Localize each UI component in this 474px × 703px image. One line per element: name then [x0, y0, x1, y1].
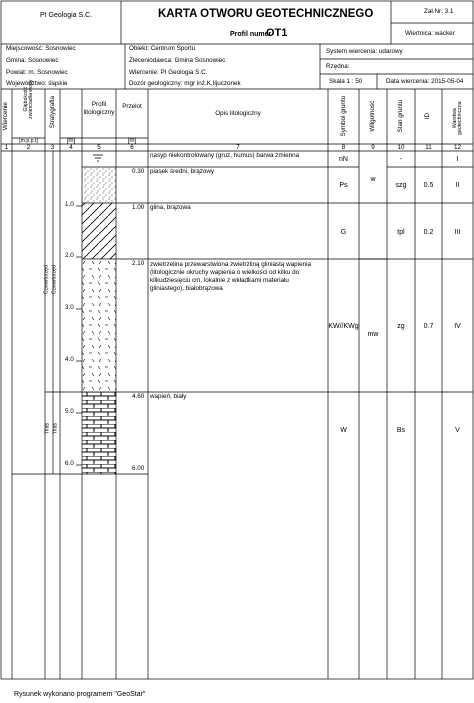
drilling-date: Data wiercenia: 2015-05-04 — [386, 78, 464, 85]
drilling-system: System wiercenia: udarowy — [326, 48, 403, 55]
col-number: 10 — [397, 144, 405, 151]
col-number: 9 — [371, 144, 375, 151]
soil-state: szg — [395, 182, 407, 189]
info-gmina: Gmina: Sosnowiec — [6, 57, 59, 64]
col-number: 3 — [50, 144, 55, 151]
col-number: 8 — [341, 144, 346, 151]
col-number: 5 — [97, 144, 101, 151]
col-number: 2 — [26, 144, 31, 151]
przelot-value: 2.10 — [132, 260, 145, 267]
scale: Skala 1 : 50 — [329, 78, 363, 85]
unit-m-depth: [m] — [66, 137, 76, 144]
density-index: 0.2 — [423, 229, 434, 236]
przelot-value: 0.30 — [132, 168, 145, 175]
layer-description: nasyp niekontrolowany (gruz, humus) barwa zmienna — [150, 152, 300, 159]
depth-tick: 6.0 — [65, 460, 74, 467]
depth-tick: 3.0 — [65, 304, 74, 311]
fill-symbol-icon — [93, 155, 103, 161]
geotech-layer: II — [455, 182, 460, 189]
attachment-number: Zał.Nr: 3.1 — [424, 8, 454, 15]
info-supervisor: Dozór geologiczny: mgr inż.K.Iljuczonek — [129, 80, 241, 87]
przelot-value: 1.00 — [132, 204, 145, 211]
col-header-symbol: Symbol gruntu — [339, 95, 347, 137]
col-number: 4 — [69, 144, 73, 151]
strat-trias-inner: Trias — [52, 422, 59, 435]
col-header-id: ID — [423, 112, 431, 120]
col-number: 7 — [236, 144, 240, 151]
density-index: 0.5 — [423, 182, 434, 189]
col-header-profile: Profil litologiczny — [83, 101, 115, 116]
layer-description: glina, brązowa — [150, 204, 191, 211]
info-locality: Miejscowość: Sosnowiec — [6, 45, 76, 52]
layer-description: wapień, biały — [150, 393, 187, 400]
info-wojewodztwo: Województwo: śląskie — [6, 80, 68, 87]
geotech-layer: I — [456, 156, 459, 163]
geotech-layer: V — [455, 427, 460, 434]
col-number: 11 — [425, 144, 432, 151]
rig-info: Wiertnica: wacker — [405, 30, 455, 37]
geotech-layer: IV — [454, 323, 461, 330]
soil-state: Bs — [396, 427, 406, 434]
col-header-stan: Stan gruntu — [396, 99, 404, 133]
col-header-wilgotnosc: Wilgotność — [368, 100, 376, 132]
profile-number: OT1 — [266, 27, 288, 39]
info-client: Zleceniodawca: Gmina Sosnowiec — [129, 57, 226, 64]
unit-m-przelot: [m] — [127, 137, 137, 144]
przelot-bottom: 6.00 — [132, 465, 145, 472]
geotech-layer: III — [454, 229, 461, 236]
col-header-wiercenie: Wiercenie — [1, 102, 9, 131]
limestone-fill — [82, 392, 116, 474]
soil-state: zg — [397, 323, 405, 330]
weathered-fill — [82, 259, 116, 392]
soil-symbol: nN — [339, 156, 348, 163]
info-object: Obiekt: Centrum Sportu — [129, 45, 196, 52]
depth-tick: 1.0 — [65, 201, 74, 208]
footer-note: Rysunek wykonano programem "GeoStar" — [14, 691, 146, 698]
soil-symbol: W — [340, 427, 347, 434]
company-name: PI Geologia S.C. — [40, 12, 93, 19]
moisture-value: w — [370, 176, 376, 183]
col-header-warstwa: Warstwa geotechniczna — [451, 101, 463, 135]
col-number: 6 — [130, 144, 134, 151]
density-index: 0.7 — [423, 323, 434, 330]
info-powiat: Powiat: m. Sosnowiec — [6, 69, 68, 76]
col-header-opis: Opis litologiczny — [215, 110, 261, 117]
przelot-value: 4.60 — [132, 393, 145, 400]
sand-fill — [82, 167, 116, 203]
col-number: 12 — [453, 144, 461, 151]
soil-symbol: Ps — [339, 182, 348, 189]
soil-symbol: KW//KWg — [328, 323, 359, 330]
unit-mppt: [m.p.p.t] — [19, 138, 38, 144]
soil-state: tpl — [397, 229, 405, 236]
col-header-depth: Głębokość zwierciadła wody — [22, 79, 34, 119]
strat-czwartorzed-inner: Czwartorzęd — [51, 265, 58, 295]
clay-fill — [82, 203, 116, 259]
strat-czwartorzed-outer: Czwartorzęd — [43, 265, 50, 295]
soil-state: - — [399, 156, 403, 163]
depth-tick: 2.0 — [65, 252, 74, 259]
strat-trias-outer: Trias — [44, 422, 51, 435]
page-title: KARTA OTWORU GEOTECHNICZNEGO — [158, 8, 374, 20]
col-header-stratigraphy: Stratygrafia — [48, 96, 56, 129]
profile-label: Profil numer — [230, 31, 272, 38]
elevation-label: Rzędna: — [326, 63, 350, 70]
soil-symbol: G — [340, 229, 347, 236]
moisture-value: mw — [367, 331, 379, 338]
col-header-przelot: Przelot — [122, 103, 142, 110]
info-drilling: Wiercenie: PI Geologia S.C. — [129, 69, 208, 76]
layer-description: piasek średni, brązowy — [150, 168, 215, 175]
depth-tick: 4.0 — [65, 356, 74, 363]
layer-description: zwietrzelina przewarstwiona zwietrzliną gliniastą wapienia (litologicznie okruchy wapienia o wielkości od kilku do kilkudziesięciu cm, lokalnie z wkładkami materiału gliniastego), białobrązowa — [150, 261, 311, 292]
depth-tick: 5.0 — [65, 408, 74, 415]
col-number: 1 — [4, 144, 9, 151]
